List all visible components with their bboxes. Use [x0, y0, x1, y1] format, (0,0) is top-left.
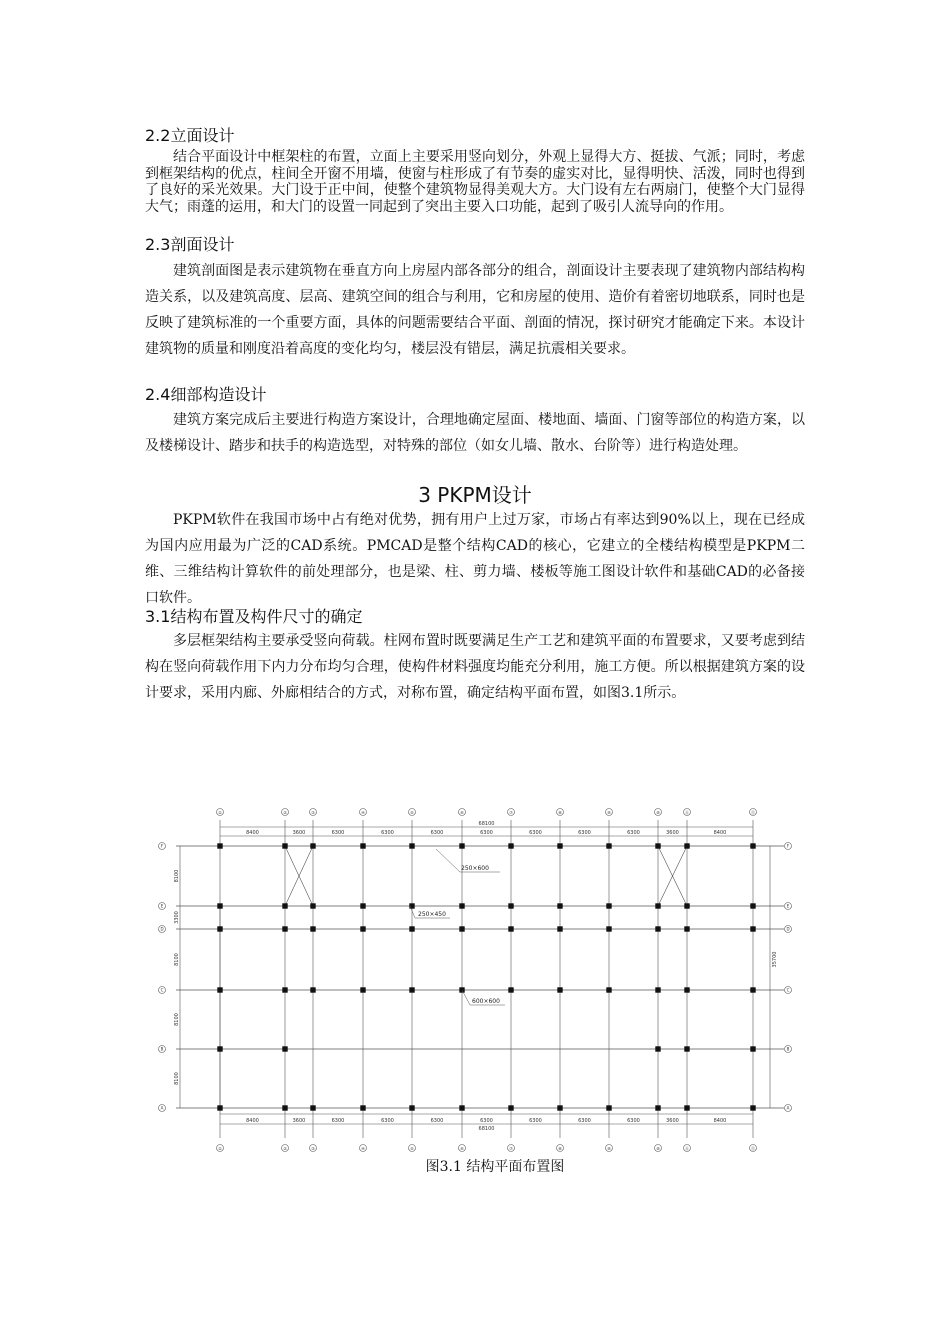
axis-number-2: ② — [283, 810, 287, 815]
bottom-bay-dimension: 6300 — [480, 1118, 493, 1124]
bottom-bay-dimension: 3600 — [292, 1118, 306, 1124]
bottom-bay-dimension: 6300 — [578, 1118, 591, 1124]
axis-number-4: ④ — [361, 1146, 365, 1151]
axis-number-5: ⑤ — [410, 1146, 414, 1151]
column — [655, 926, 660, 931]
bottom-bay-dimension: 8400 — [246, 1118, 259, 1124]
column — [310, 987, 315, 992]
column — [217, 843, 222, 848]
axis-number-11: ⑪ — [685, 810, 689, 815]
heading-2-2: 2.2立面设计 — [145, 126, 235, 145]
bottom-total-dimension: 68100 — [478, 1126, 495, 1132]
axis-number-4: ④ — [361, 810, 365, 815]
column — [459, 1105, 464, 1110]
column — [508, 843, 513, 848]
top-bay-dimension: 6300 — [480, 830, 493, 836]
column — [684, 903, 689, 908]
column — [750, 843, 755, 848]
top-bay-dimension: 6300 — [331, 830, 345, 836]
left-span-dimension: 8100 — [174, 953, 180, 966]
top-bay-dimension: 6300 — [430, 830, 444, 836]
top-bay-dimension: 6300 — [627, 830, 640, 836]
axis-number-11: ⑪ — [685, 1146, 689, 1151]
column — [684, 1046, 689, 1051]
axis-number-2: ② — [283, 1146, 287, 1151]
column — [557, 926, 562, 931]
paragraph-3: PKPM软件在我国市场中占有绝对优势，拥有用户上过万家，市场占有率达到90%以上，现在已经成为国内应用最为广泛的CAD系统。PMCAD是整个结构CAD的核心，它建立的全楼结构模型是PKPM二维、三维结构计算软件的前处理部分，也是梁、柱、剪力墙、楼板等施工图设计软件和基础CAD的必备接口软件。 — [145, 512, 805, 606]
axis-letter-F: F — [160, 843, 164, 849]
column — [557, 843, 562, 848]
column — [409, 926, 414, 931]
column — [684, 926, 689, 931]
top-bay-dimension: 6300 — [529, 830, 542, 836]
axis-number-6: ⑥ — [460, 810, 464, 815]
bottom-bay-dimension: 6300 — [381, 1118, 394, 1124]
axis-number-10: ⑩ — [656, 1146, 660, 1151]
column — [360, 843, 365, 848]
paragraph-2-4: 建筑方案完成后主要进行构造方案设计，合理地确定屋面、楼地面、墙面、门窗等部位的构造方案，以及楼梯设计、踏步和扶手的构造选型，对特殊的部位（如女儿墙、散水、台阶等）进行构造处理。 — [145, 412, 805, 454]
column — [282, 903, 287, 908]
axis-letter-D: D — [786, 926, 790, 932]
column — [655, 1046, 660, 1051]
column — [459, 903, 464, 908]
axis-number-7: ⑦ — [509, 810, 513, 815]
column — [606, 987, 611, 992]
column — [310, 903, 315, 908]
column — [217, 987, 222, 992]
structural-plan-drawing — [150, 800, 800, 1160]
column — [684, 1105, 689, 1110]
bottom-bay-dimension: 6300 — [627, 1118, 640, 1124]
column — [310, 843, 315, 848]
column — [282, 1046, 287, 1051]
column — [606, 926, 611, 931]
column — [409, 987, 414, 992]
axis-number-1: ① — [218, 1146, 222, 1151]
axis-letter-B: B — [786, 1046, 790, 1052]
column — [606, 903, 611, 908]
column — [655, 843, 660, 848]
column — [360, 987, 365, 992]
column — [217, 926, 222, 931]
top-bay-dimension: 8400 — [246, 830, 259, 836]
column — [750, 1046, 755, 1051]
heading-3-1: 3.1结构布置及构件尺寸的确定 — [145, 607, 363, 626]
column — [360, 903, 365, 908]
paragraph-2-3: 建筑剖面图是表示建筑物在垂直方向上房屋内部各部分的组合，剖面设计主要表现了建筑物内部结构构造关系，以及建筑高度、层高、建筑空间的组合与利用，它和房屋的使用、造价有着密切地联系，同时也是反映了建筑标准的一个重要方面，具体的问题需要结合平面、剖面的情况，探讨研究才能确定下来。本设计建筑物的质量和刚度沿着高度的变化均匀，楼层没有错层，满足抗震相关要求。 — [145, 263, 805, 357]
bottom-bay-dimension: 8400 — [713, 1118, 727, 1124]
column — [360, 926, 365, 931]
column — [310, 926, 315, 931]
axis-number-7: ⑦ — [509, 1146, 513, 1151]
axis-letter-A: A — [786, 1105, 790, 1111]
column — [217, 1046, 222, 1051]
paragraph-3-1: 多层框架结构主要承受竖向荷载。柱网布置时既要满足生产工艺和建筑平面的布置要求，又要考虑到结构在竖向荷载作用下内力分布均匀合理，使构件材料强度均能充分利用，施工方便。所以根据建筑方案的设计要求，采用内廊、外廊相结合的方式，对称布置，确定结构平面布置，如图3.1所示。 — [145, 633, 805, 701]
column — [655, 903, 660, 908]
axis-number-8: ⑧ — [558, 1146, 562, 1151]
column — [557, 987, 562, 992]
column — [508, 903, 513, 908]
axis-letter-C: C — [160, 987, 164, 993]
paragraph-2-2: 结合平面设计中框架柱的布置，立面上主要采用竖向划分，外观上显得大方、挺拔、气派；同时，考虑到框架结构的优点，柱间全开窗不用墙，使窗与柱形成了有节奏的虚实对比，显得明快、活泼，同时也得到了良好的采光效果。大门设于正中间，使整个建筑物显得美观大方。大门设有左右两扇门，使整个大门显得大气；雨蓬的运用，和大门的设置一同起到了突出主要入口功能，起到了吸引人流导向的作用。 — [145, 149, 805, 215]
axis-number-5: ⑤ — [410, 810, 414, 815]
column — [409, 1105, 414, 1110]
leader-line — [436, 849, 460, 872]
left-span-dimension: 3300 — [174, 911, 180, 924]
column — [508, 926, 513, 931]
top-bay-dimension: 6300 — [578, 830, 591, 836]
axis-number-1: ① — [218, 810, 222, 815]
axis-number-9: ⑨ — [607, 810, 611, 815]
left-span-dimension: 8100 — [174, 1013, 180, 1026]
axis-letter-E: E — [786, 903, 790, 909]
column — [282, 843, 287, 848]
column — [655, 1105, 660, 1110]
axis-letter-A: A — [160, 1105, 164, 1111]
bottom-bay-dimension: 6300 — [430, 1118, 444, 1124]
secondary-beam-size-label: 250×450 — [418, 911, 446, 918]
axis-letter-F: F — [786, 843, 790, 849]
column — [282, 1105, 287, 1110]
column — [750, 926, 755, 931]
top-bay-dimension: 3600 — [292, 830, 306, 836]
column — [508, 987, 513, 992]
axis-number-12: ⑫ — [751, 1146, 755, 1151]
column — [282, 987, 287, 992]
beam-size-label: 250×600 — [461, 865, 489, 872]
column — [606, 843, 611, 848]
column — [606, 1105, 611, 1110]
top-bay-dimension: 8400 — [713, 830, 727, 836]
column — [217, 1105, 222, 1110]
column — [655, 987, 660, 992]
axis-number-3: ③ — [311, 810, 315, 815]
left-span-dimension: 8100 — [174, 869, 180, 883]
column — [409, 843, 414, 848]
axis-number-9: ⑨ — [607, 1146, 611, 1151]
column — [360, 1105, 365, 1110]
column — [217, 903, 222, 908]
column — [750, 987, 755, 992]
axis-number-8: ⑧ — [558, 810, 562, 815]
top-bay-dimension: 3600 — [666, 830, 679, 836]
axis-letter-B: B — [160, 1046, 164, 1052]
column — [684, 987, 689, 992]
axis-number-6: ⑥ — [460, 1146, 464, 1151]
column — [557, 903, 562, 908]
structural-plan-figure — [150, 800, 800, 1160]
heading-2-4: 2.4细部构造设计 — [145, 385, 267, 404]
column — [508, 1105, 513, 1110]
axis-number-12: ⑫ — [751, 810, 755, 815]
column — [282, 926, 287, 931]
column — [310, 1105, 315, 1110]
top-total-dimension: 68100 — [478, 821, 495, 827]
right-total-dimension: 35700 — [772, 951, 778, 968]
column — [750, 1105, 755, 1110]
column — [459, 926, 464, 931]
axis-number-10: ⑩ — [656, 810, 660, 815]
bottom-bay-dimension: 6300 — [529, 1118, 542, 1124]
column — [750, 903, 755, 908]
column — [684, 843, 689, 848]
left-span-dimension: 8100 — [174, 1072, 180, 1085]
column — [557, 1105, 562, 1110]
column-size-label: 600×600 — [472, 998, 500, 1005]
bottom-bay-dimension: 6300 — [331, 1118, 345, 1124]
figure-caption: 图3.1 结构平面布置图 — [425, 1159, 565, 1175]
top-bay-dimension: 6300 — [381, 830, 394, 836]
axis-number-3: ③ — [311, 1146, 315, 1151]
axis-letter-E: E — [160, 903, 164, 909]
axis-letter-C: C — [786, 987, 790, 993]
column — [459, 843, 464, 848]
heading-2-3: 2.3剖面设计 — [145, 235, 235, 254]
heading-3: 3 PKPM设计 — [418, 483, 532, 507]
bottom-bay-dimension: 3600 — [666, 1118, 679, 1124]
leader-line — [462, 990, 470, 1005]
axis-letter-D: D — [160, 926, 164, 932]
